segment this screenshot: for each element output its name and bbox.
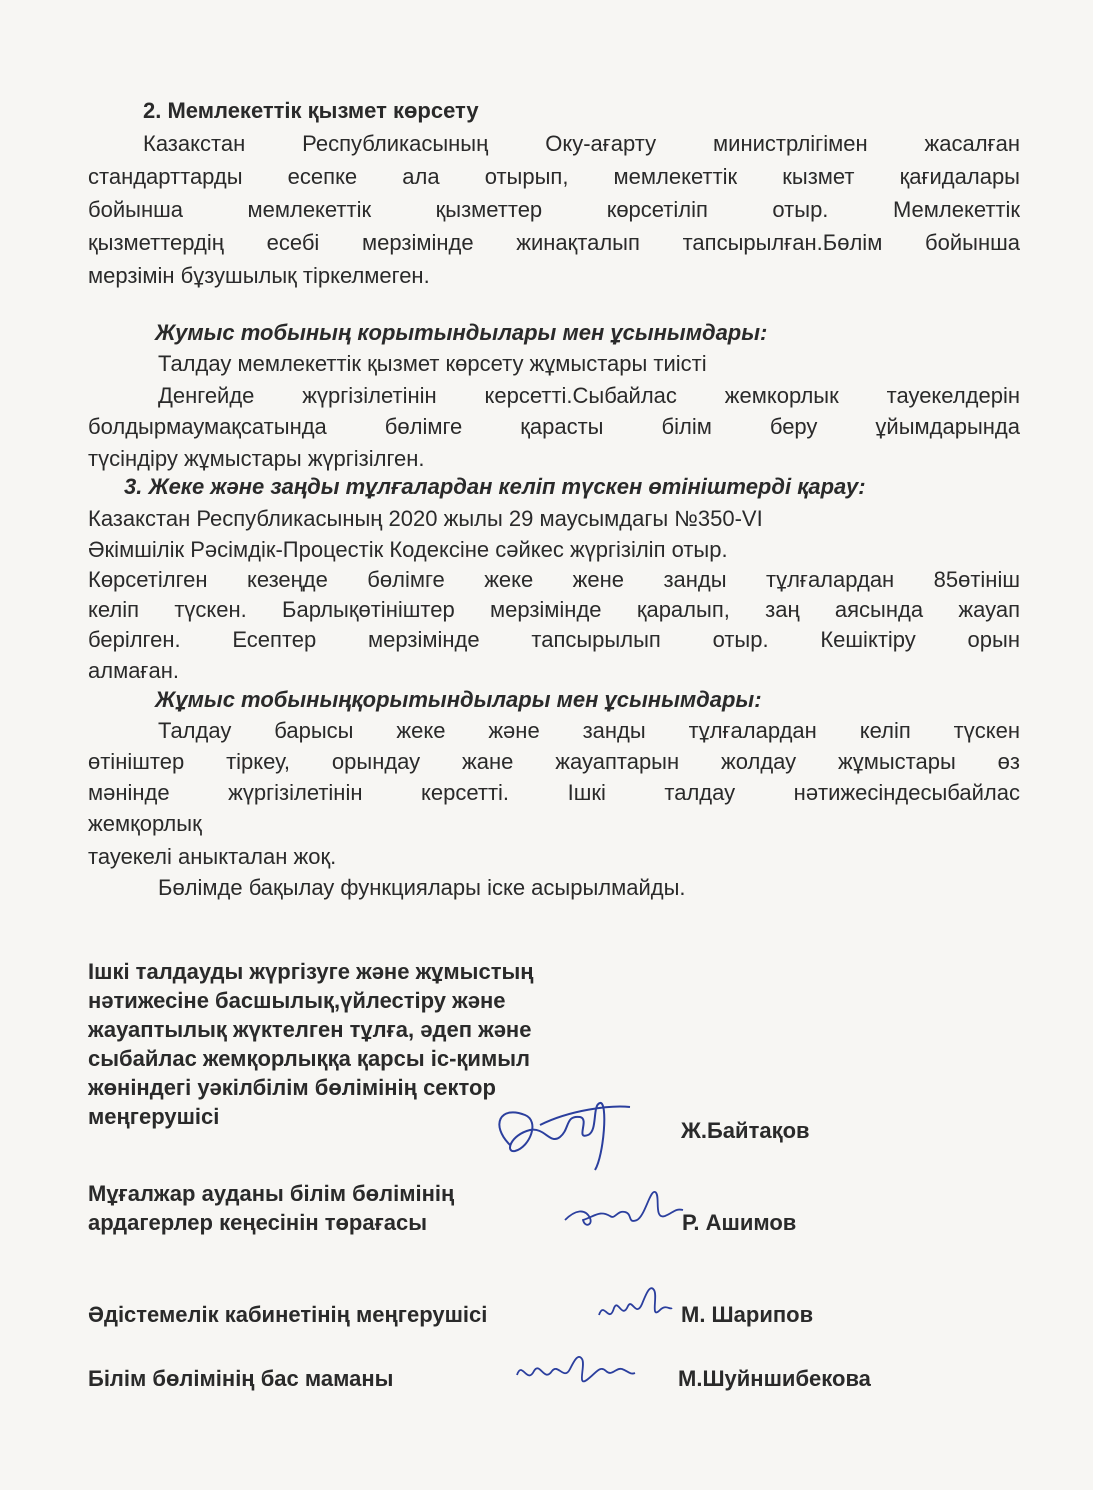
signature-title-line: сыбайлас жемқорлыққа қарсы іс-қимыл [88, 1046, 530, 1071]
handwritten-signature [480, 1085, 640, 1175]
findings1-heading: Жумыс тобының корытындылары мен ұсынымдары: [155, 320, 768, 345]
section3-line: келіп түскен. Барлықөтініштер мерзімінде қаралып, заң аясында жауап [88, 597, 1020, 622]
signature-title-line: меңгерушісі [88, 1104, 220, 1129]
signatory-name: Ж.Байтақов [681, 1118, 810, 1143]
signature-title-line: Білім бөлімінің бас маманы [88, 1366, 394, 1391]
handwritten-signature [555, 1180, 685, 1240]
findings2-line: тауекелі аныкталан жоқ. [88, 844, 337, 869]
section3-line: Көрсетілген кезеңде бөлімге жеке жене занды тұлғалардан 85өтініш [88, 567, 1020, 592]
signature-title-line: Ішкі талдауды жүргізуге және жұмыстың [88, 959, 534, 984]
section2-heading: 2. Мемлекеттік қызмет көрсету [143, 98, 479, 123]
signatory-name: Р. Ашимов [682, 1210, 797, 1235]
section2-line: Казакстан Республикасының Оку-ағарту министрлігімен жасалған [143, 131, 1020, 156]
handwritten-signature [594, 1280, 674, 1335]
section3-line: алмаған. [88, 658, 179, 683]
findings1-line: болдырмаумақсатында бөлімге қарасты білім беру ұйымдарында [88, 414, 1020, 439]
findings2-line: мәнінде жүргізілетінін керсетті. Ішкі талдау нәтижесіндесыбайлас [88, 780, 1020, 805]
findings1-line: Талдау мемлекеттік қызмет көрсету жұмыстары тиісті [158, 351, 707, 376]
section2-line: бойынша мемлекеттік қызметтер көрсетіліп отыр. Мемлекеттік [88, 197, 1020, 222]
section3-heading: 3. Жеке және заңды тұлғалардан келіп түскен өтініштерді қарау: [124, 474, 866, 499]
findings2-line: Бөлімде бақылау функциялары іске асырылмайды. [158, 875, 686, 900]
section2-line: стандарттарды есепке ала отырып, мемлекеттік кызмет қағидалары [88, 164, 1020, 189]
signature-title-line: нәтижесіне басшылық,үйлестіру және [88, 988, 506, 1013]
findings2-line: жемқорлық [88, 811, 202, 836]
handwritten-signature [512, 1345, 637, 1400]
signature-title-line: жөніндегі уәкілбілім бөлімінің сектор [88, 1075, 496, 1100]
section3-line: Әкімшілік Рәсімдік-Процестік Кодексіне сәйкес жүргізіліп отыр. [88, 537, 728, 562]
signature-title-line: жауаптылық жүктелген тұлға, әдеп және [88, 1017, 532, 1042]
findings2-line: өтініштер тіркеу, орындау жане жауаптарын жолдау жұмыстары өз [88, 749, 1020, 774]
signatory-name: М.Шуйншибекова [678, 1366, 871, 1391]
section3-line: Казакстан Республикасының 2020 жылы 29 маусымдагы №350-VI [88, 506, 763, 531]
section2-line: мерзімін бұзушылық тіркелмеген. [88, 263, 430, 288]
section2-line: қызметтердің есебі мерзімінде жинақталып тапсырылған.Бөлім бойынша [88, 230, 1020, 255]
section3-line: берілген. Есептер мерзімінде тапсырылып отыр. Кешіктіру орын [88, 627, 1020, 652]
findings1-line: Денгейде жүргізілетінін керсетті.Сыбайлас жемкорлык тауекелдерін [158, 383, 1020, 408]
signature-title-line: ардагерлер кеңесінін төрағасы [88, 1210, 428, 1235]
signature-title-line: Мұғалжар ауданы білім бөлімінің [88, 1181, 455, 1206]
findings2-heading: Жұмыс тобыныңқорытындылары мен ұсынымдары: [155, 687, 762, 712]
findings2-line: Талдау барысы жеке және занды тұлғалардан келіп түскен [158, 718, 1020, 743]
findings1-line: түсіндіру жұмыстары жүргізілген. [88, 446, 425, 471]
signatory-name: М. Шарипов [681, 1302, 814, 1327]
signature-title-line: Әдістемелік кабинетінің меңгерушісі [88, 1302, 488, 1327]
